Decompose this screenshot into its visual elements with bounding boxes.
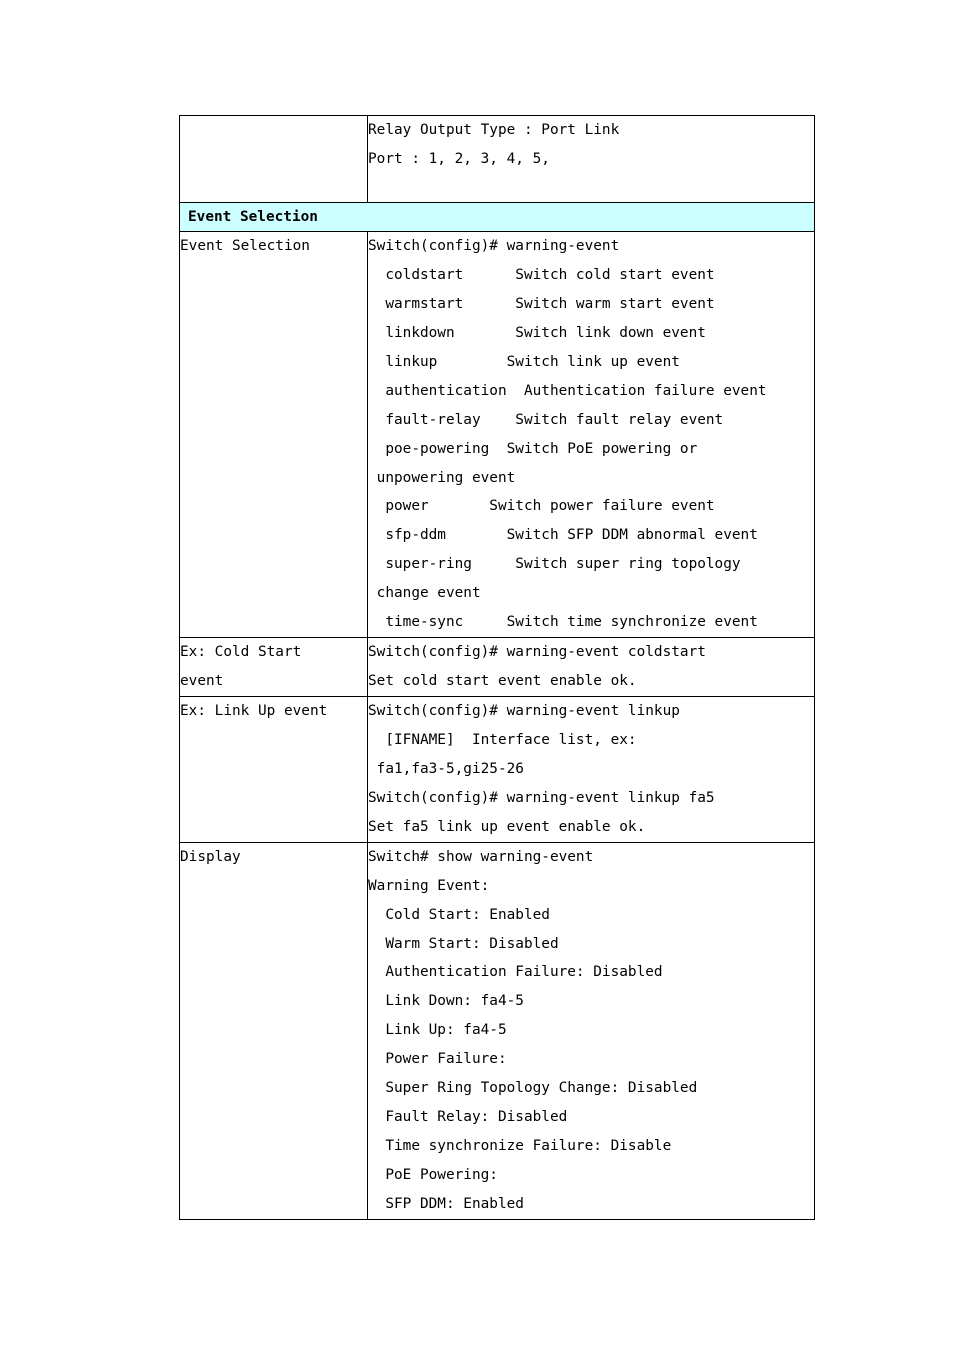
section-header: Event Selection — [180, 203, 815, 232]
command-line: fault-relay Switch fault relay event — [368, 411, 724, 428]
command-line: Power Failure: — [368, 1051, 507, 1068]
row-label: event — [180, 673, 224, 690]
command-line: Switch(config)# warning-event linkup fa5 — [368, 789, 715, 806]
command-rows — [180, 232, 815, 1220]
command-line: Switch(config)# warning-event — [368, 238, 620, 254]
row-label-cell — [180, 842, 368, 1219]
relay-line: Port : 1, 2, 3, 4, 5, — [368, 150, 550, 167]
command-line: Switch# show warning-event — [368, 848, 594, 865]
relay-output-row — [180, 116, 815, 203]
row-label-cell — [180, 697, 368, 843]
cli-reference-table — [179, 115, 815, 1220]
command-line: Cold Start: Enabled — [368, 906, 550, 923]
command-line: warmstart Switch warm start event — [368, 295, 715, 312]
command-line: poe-powering Switch PoE powering or — [368, 440, 698, 457]
command-line: time-sync Switch time synchronize event — [368, 614, 758, 631]
command-line: SFP DDM: Enabled — [368, 1195, 524, 1212]
command-line: power Switch power failure event — [368, 498, 715, 515]
relay-command-cell — [368, 116, 815, 203]
command-line: Set fa5 link up event enable ok. — [368, 818, 646, 835]
row-label: Display — [180, 848, 241, 865]
command-line: sfp-ddm Switch SFP DDM abnormal event — [368, 527, 758, 544]
relay-line: Relay Output Type : Port Link — [368, 122, 620, 138]
command-line: Set cold start event enable ok. — [368, 673, 637, 690]
row-command-cell — [368, 232, 815, 638]
command-row — [180, 638, 815, 697]
command-line: Link Up: fa4-5 — [368, 1022, 507, 1039]
command-line: PoE Powering: — [368, 1167, 498, 1183]
command-row — [180, 232, 815, 638]
row-label-cell — [180, 232, 368, 638]
command-line: Warm Start: Disabled — [368, 935, 559, 952]
command-line: Switch(config)# warning-event linkup — [368, 703, 680, 719]
command-line: fa1,fa3-5,gi25-26 — [368, 760, 524, 777]
command-line: authentication Authentication failure event — [368, 382, 767, 399]
command-line: Link Down: fa4-5 — [368, 993, 524, 1010]
command-row — [180, 842, 815, 1219]
row-command-cell — [368, 697, 815, 843]
row-label: Ex: Cold Start — [180, 644, 302, 661]
command-line: Switch(config)# warning-event coldstart — [368, 644, 706, 661]
command-line: super-ring Switch super ring topology — [368, 556, 741, 573]
command-line: Authentication Failure: Disabled — [368, 964, 663, 981]
command-line: Fault Relay: Disabled — [368, 1109, 568, 1126]
command-line: Super Ring Topology Change: Disabled — [368, 1080, 698, 1097]
row-label: Event Selection — [180, 238, 310, 254]
row-command-cell — [368, 842, 815, 1219]
row-label: Ex: Link Up event — [180, 703, 328, 719]
command-line: linkdown Switch link down event — [368, 324, 706, 341]
row-label-cell — [180, 638, 368, 697]
command-line: unpowering event — [368, 469, 516, 486]
relay-label-cell — [180, 116, 368, 203]
relay-label — [180, 116, 367, 145]
command-line: Warning Event: — [368, 877, 490, 894]
row-command-cell — [368, 638, 815, 697]
command-line: coldstart Switch cold start event — [368, 266, 715, 283]
command-row — [180, 697, 815, 843]
command-line: change event — [368, 585, 481, 602]
command-line: Time synchronize Failure: Disable — [368, 1138, 672, 1155]
command-line: linkup Switch link up event — [368, 353, 680, 370]
section-header-row — [180, 203, 815, 232]
command-line: [IFNAME] Interface list, ex: — [368, 731, 637, 748]
